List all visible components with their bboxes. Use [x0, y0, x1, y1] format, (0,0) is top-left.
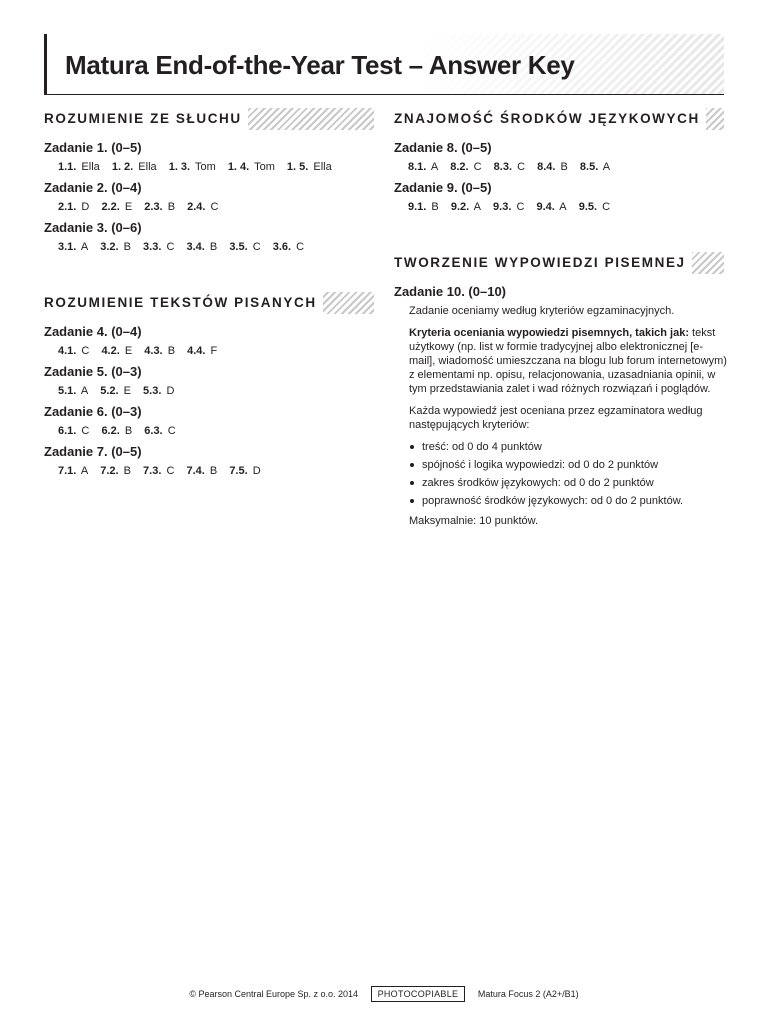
list-item: zakres środków językowych: od 0 do 2 punktów — [409, 476, 724, 490]
task-title: Zadanie 10. (0–10) — [394, 284, 506, 299]
section-heading-writing — [394, 252, 724, 274]
answer-number: 2.2. — [101, 201, 120, 213]
answer-number: 2.3. — [144, 201, 163, 213]
answer-value: C — [516, 201, 525, 213]
answer-number: 3.6. — [272, 241, 292, 253]
task-title: Zadanie 4. (0–4) — [44, 324, 142, 339]
title-bar — [44, 34, 724, 95]
task-title: Zadanie 3. (0–6) — [44, 220, 142, 235]
answer-number: 8.2. — [450, 161, 469, 173]
answer-value: A — [80, 385, 89, 397]
answer-number: 1. 5. — [286, 161, 309, 173]
answer-number: 1.1. — [58, 161, 77, 173]
answer-row — [408, 200, 724, 214]
task — [44, 324, 374, 358]
answer-value: C — [252, 241, 261, 253]
task-title: Zadanie 9. (0–5) — [394, 180, 492, 195]
answer-number: 3.1. — [58, 241, 77, 253]
answer-value: C — [473, 161, 482, 173]
answer-number: 1. 2. — [111, 161, 134, 173]
answer-number: 7.2. — [100, 465, 119, 477]
answer-value: A — [602, 161, 611, 173]
task — [44, 444, 374, 478]
answer-number: 9.1. — [408, 201, 427, 213]
answer-value: C — [210, 201, 219, 213]
answer-row — [58, 200, 374, 214]
task-title: Zadanie 7. (0–5) — [44, 444, 142, 459]
task-title: Zadanie 5. (0–3) — [44, 364, 142, 379]
answer-number: 2.1. — [58, 201, 77, 213]
answer-number: 9.3. — [493, 201, 512, 213]
list-item: poprawność środków językowych: od 0 do 2 punktów. — [409, 494, 724, 508]
answer-value: B — [123, 241, 131, 253]
answer-value: B — [209, 465, 218, 477]
answer-value: C — [166, 465, 175, 477]
answer-row — [58, 160, 374, 174]
answer-row — [58, 464, 374, 478]
section-heading-language — [394, 108, 724, 130]
answer-value: B — [167, 201, 176, 213]
answer-number: 6.2. — [101, 425, 120, 437]
answer-number: 6.3. — [144, 425, 163, 437]
photocopiable-badge: PHOTOCOPIABLE — [371, 986, 466, 1002]
answer-number: 4.4. — [187, 345, 206, 357]
answer-value: A — [473, 201, 481, 213]
answer-number: 8.5. — [579, 161, 599, 173]
answer-number: 5.2. — [100, 385, 119, 397]
answer-value: C — [81, 425, 90, 437]
answer-value: B — [209, 241, 218, 253]
left-column — [44, 108, 374, 484]
answer-number: 5.3. — [143, 385, 162, 397]
answer-value: D — [81, 201, 90, 213]
answer-number: 5.1. — [58, 385, 77, 397]
answer-number: 7.1. — [58, 465, 77, 477]
answer-value: D — [252, 465, 261, 477]
answer-number: 7.3. — [143, 465, 162, 477]
answer-value: Ella — [81, 161, 100, 173]
series-name: Matura Focus 2 (A2+/B1) — [477, 989, 579, 999]
answer-number: 8.1. — [408, 161, 427, 173]
page-title: Matura End-of-the-Year Test – Answer Key — [65, 50, 575, 80]
answer-value: B — [167, 345, 176, 357]
answer-row — [408, 160, 724, 174]
task — [44, 364, 374, 398]
section-heading-label: ZNAJOMOŚĆ ŚRODKÓW JĘZYKOWYCH — [394, 108, 706, 130]
task-title: Zadanie 1. (0–5) — [44, 140, 142, 155]
criteria-list — [409, 440, 724, 508]
answer-number: 9.4. — [536, 201, 555, 213]
answer-row — [58, 240, 374, 254]
list-item: spójność i logika wypowiedzi: od 0 do 2 punktów — [409, 458, 724, 472]
intro-text: Zadanie oceniamy według kryteriów egzaminacyjnych. — [409, 305, 675, 317]
answer-value: B — [560, 161, 568, 173]
task — [394, 180, 724, 214]
task — [44, 404, 374, 438]
max-points: Maksymalnie: 10 punktów. — [409, 515, 539, 527]
answer-value: B — [123, 465, 131, 477]
answer-number: 9.2. — [450, 201, 470, 213]
answer-row — [58, 344, 374, 358]
answer-number: 4.1. — [58, 345, 77, 357]
task — [44, 220, 374, 254]
answer-value: E — [124, 345, 133, 357]
answer-number: 1. 3. — [168, 161, 191, 173]
answer-number: 9.5. — [578, 201, 598, 213]
answer-value: Ella — [138, 161, 157, 173]
task — [394, 140, 724, 174]
answer-value: B — [124, 425, 133, 437]
criteria-label: Kryteria oceniania wypowiedzi pisemnych, takich jak: — [409, 327, 689, 339]
task — [44, 140, 374, 174]
section-heading-reading — [44, 292, 374, 314]
answer-value: A — [80, 465, 89, 477]
answer-number: 2.4. — [187, 201, 206, 213]
answer-value: F — [210, 345, 218, 357]
section-heading-label: TWORZENIE WYPOWIEDZI PISEMNEJ — [394, 252, 692, 274]
task-title: Zadanie 8. (0–5) — [394, 140, 492, 155]
section-heading-label: ROZUMIENIE ZE SŁUCHU — [44, 108, 248, 130]
answer-value: B — [431, 201, 439, 213]
task — [394, 284, 727, 528]
answer-value: Ella — [313, 161, 332, 173]
criteria-paragraph — [409, 326, 727, 396]
answer-value: C — [166, 241, 175, 253]
answer-number: 3.2. — [100, 241, 119, 253]
answer-number: 8.3. — [493, 161, 513, 173]
answer-value: C — [602, 201, 611, 213]
answer-value: D — [166, 385, 175, 397]
answer-value: C — [296, 241, 305, 253]
criteria-text: tekst użytkowy (np. list w formie tradycyjnej albo elektronicznej [e-mail], wiadomość umieszczana na blogu lub forum internetowym) z elementami np. opisu, relacjonowania, uzasadniania opinii, w tym przedstawiania zalet i wad różnych rozwiązań i poglądów. — [409, 327, 727, 395]
task-title: Zadanie 6. (0–3) — [44, 404, 142, 419]
answer-number: 3.5. — [229, 241, 248, 253]
answer-number: 1. 4. — [227, 161, 250, 173]
answer-value: C — [167, 425, 176, 437]
answer-row — [58, 384, 374, 398]
answer-number: 7.5. — [229, 465, 248, 477]
answer-value: E — [124, 201, 133, 213]
answer-row — [58, 424, 374, 438]
answer-value: E — [123, 385, 131, 397]
answer-number: 4.3. — [144, 345, 163, 357]
copyright: © Pearson Central Europe Sp. z o.o. 2014 — [189, 989, 359, 999]
footer — [0, 986, 768, 1002]
answer-number: 6.1. — [58, 425, 77, 437]
answer-number: 3.4. — [186, 241, 205, 253]
section-heading-label: ROZUMIENIE TEKSTÓW PISANYCH — [44, 292, 323, 314]
answer-value: Tom — [254, 161, 275, 173]
answer-value: A — [559, 201, 567, 213]
section-heading-listening — [44, 108, 374, 130]
answer-number: 3.3. — [143, 241, 162, 253]
task-title: Zadanie 2. (0–4) — [44, 180, 142, 195]
answer-value: Tom — [194, 161, 216, 173]
task — [44, 180, 374, 214]
right-column — [394, 108, 727, 536]
answer-number: 4.2. — [101, 345, 120, 357]
assessment-text: Każda wypowiedź jest oceniana przez egzaminatora według następujących kryteriów: — [409, 405, 703, 431]
answer-value: C — [81, 345, 90, 357]
answer-value: C — [517, 161, 526, 173]
answer-value: A — [80, 241, 89, 253]
answer-number: 7.4. — [186, 465, 205, 477]
list-item: treść: od 0 do 4 punktów — [409, 440, 724, 454]
answer-number: 8.4. — [537, 161, 556, 173]
answer-value: A — [430, 161, 439, 173]
